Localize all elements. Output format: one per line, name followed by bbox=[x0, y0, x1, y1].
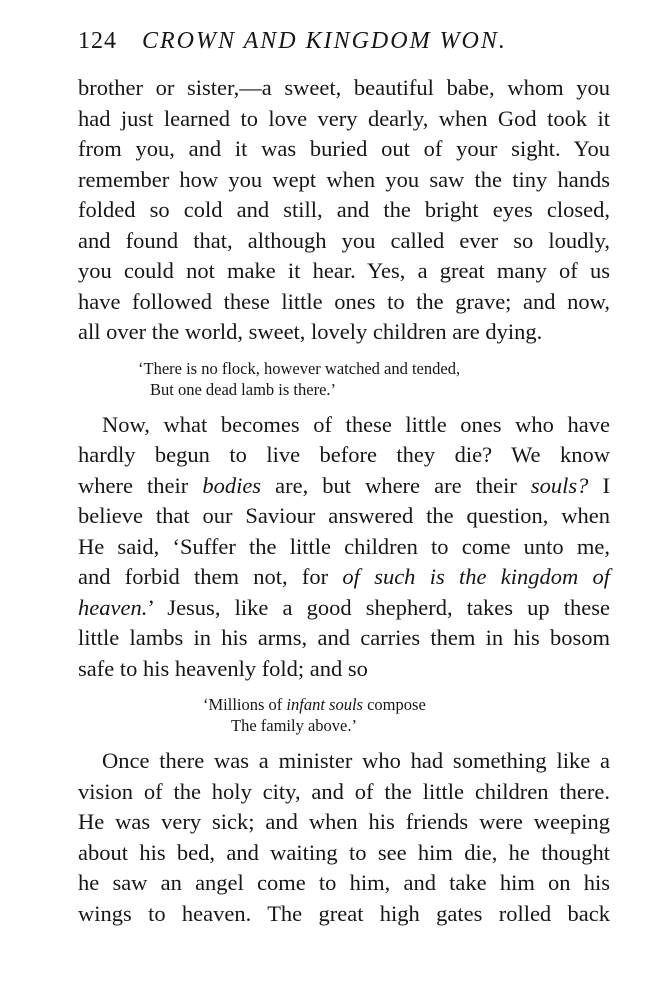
text-segment: where their bbox=[78, 472, 203, 498]
text-line: all over the world, sweet, lovely children are dying. bbox=[78, 319, 543, 344]
text-line: hardly begun to live before they die? We know bbox=[78, 442, 610, 467]
text-line: folded so cold and still, and the bright eyes closed, bbox=[78, 197, 610, 222]
text-line: believe that our Saviour answered the question, when bbox=[78, 503, 610, 528]
italic-text: heaven. bbox=[78, 594, 148, 620]
text-line: remember how you wept when you saw the tiny hands bbox=[78, 166, 610, 192]
paragraph-3 bbox=[78, 746, 610, 929]
text-line: safe to his heavenly fold; and so bbox=[78, 655, 368, 681]
verse-quote-1 bbox=[138, 358, 610, 400]
text-line: you could not make it hear. Yes, a great many of us bbox=[78, 258, 610, 283]
text-line: He was very sick; and when his friends were weeping bbox=[78, 809, 610, 834]
text-line: vision of the holy city, and of the little children there. bbox=[78, 778, 610, 804]
italic-text: souls? bbox=[530, 472, 589, 498]
page-header bbox=[78, 28, 618, 64]
text-line: have followed these little ones to the grave; and now, bbox=[78, 288, 610, 314]
text-line: He said, ‘Suffer the little children to come unto me, bbox=[78, 533, 610, 559]
body-text bbox=[78, 73, 610, 929]
page-number: 124 bbox=[78, 28, 117, 54]
italic-text: infant souls bbox=[286, 695, 363, 714]
text-line: Once there was a minister who had something like a bbox=[102, 748, 610, 773]
text-line bbox=[78, 562, 610, 593]
verse-line bbox=[203, 694, 610, 715]
text-line bbox=[78, 471, 610, 502]
italic-text: of such is the kingdom of bbox=[342, 564, 610, 589]
text-segment: and forbid them not, for bbox=[78, 564, 343, 589]
text-line: from you, and it was buried out of your sight. You bbox=[78, 136, 610, 161]
paragraph-1 bbox=[78, 73, 610, 348]
verse-line: ‘There is no flock, however watched and tended, bbox=[138, 358, 461, 378]
paragraph-2 bbox=[78, 410, 610, 685]
verse-line: But one dead lamb is there.’ bbox=[150, 379, 337, 399]
text-segment: ‘Millions of bbox=[203, 695, 287, 714]
text-segment: ’ Jesus, like a good shepherd, takes up these bbox=[147, 594, 610, 620]
text-line: he saw an angel come to him, and take him on his bbox=[78, 870, 610, 895]
italic-text: bodies bbox=[202, 472, 262, 498]
text-line: had just learned to love very dearly, when God took it bbox=[78, 105, 610, 131]
text-line: Now, what becomes of these little ones who have bbox=[102, 411, 610, 437]
text-line: wings to heaven. The great high gates rolled back bbox=[78, 900, 610, 926]
text-line bbox=[78, 593, 610, 624]
text-line: about his bed, and waiting to see him die, he thought bbox=[78, 839, 610, 865]
text-segment: are, but where are their bbox=[261, 472, 531, 498]
running-title: CROWN AND KINGDOM WON. bbox=[142, 28, 507, 54]
verse-quote-2 bbox=[203, 694, 610, 736]
text-segment: I bbox=[588, 472, 610, 498]
verse-line: The family above.’ bbox=[231, 716, 357, 735]
text-line: and found that, although you called ever so loudly, bbox=[78, 227, 610, 253]
text-line: brother or sister,—a sweet, beautiful babe, whom you bbox=[78, 75, 610, 100]
text-line: little lambs in his arms, and carries them in his bosom bbox=[78, 625, 610, 650]
text-segment: compose bbox=[362, 695, 426, 714]
